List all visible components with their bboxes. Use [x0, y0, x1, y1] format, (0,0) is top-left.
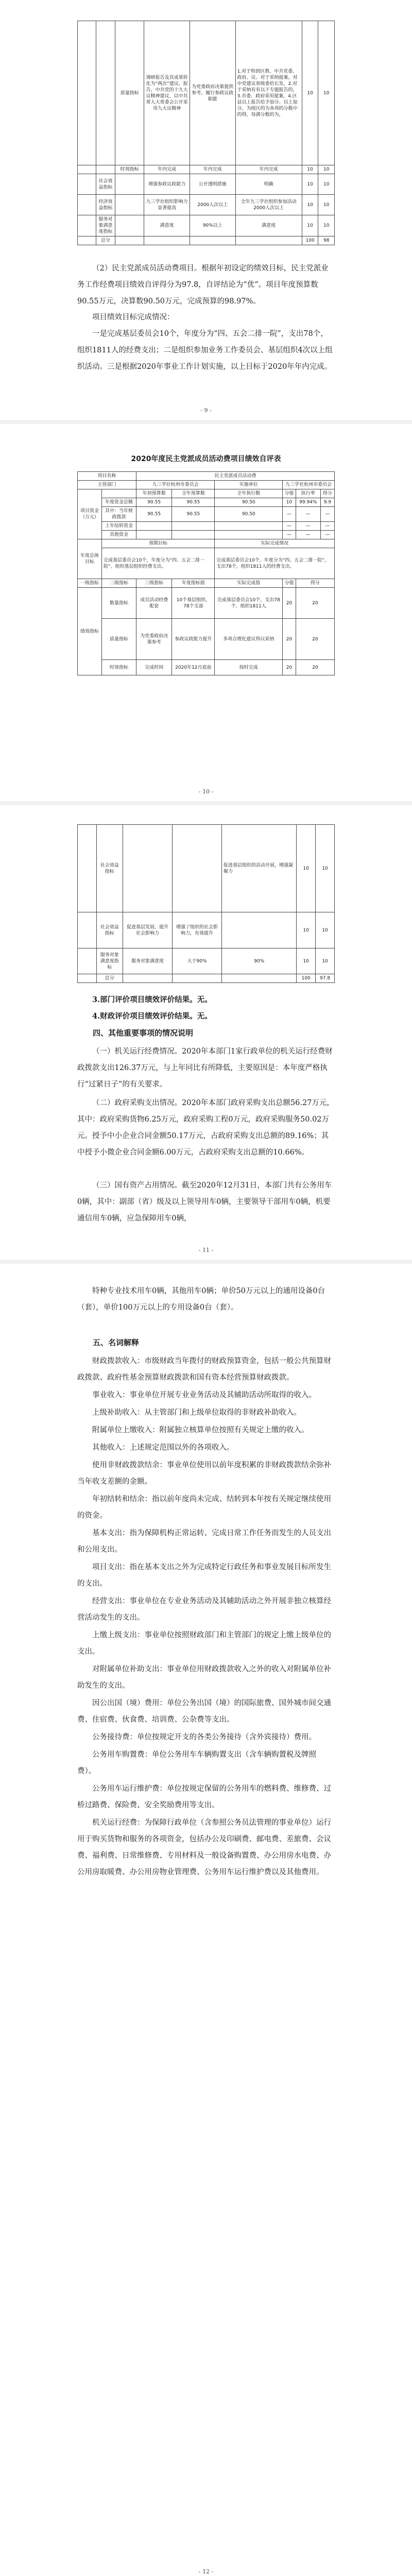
table-cell — [115, 215, 144, 236]
table-cell: 年度总体目标 — [78, 539, 102, 579]
definition-item: 附属单位上缴收入：附属独立核算单位按照有关规定上缴的收入。 — [92, 1426, 309, 1434]
table-cell: 成员活动经费配套 — [136, 588, 172, 619]
table-cell: 2000人次以上 — [190, 195, 235, 215]
definition-item: 上级补助收入：从主管部门和上级单位取得的非财政补助收入。 — [92, 1409, 301, 1417]
table-cell: 其他资金 — [102, 531, 136, 539]
table-cell: 年初预算数 — [136, 489, 172, 498]
table-cell: — — [296, 507, 320, 522]
table-cell: 10 — [316, 948, 335, 974]
table-cell: 10 — [297, 948, 316, 974]
table-row — [78, 21, 335, 165]
table-cell: 实施单位 — [215, 481, 283, 489]
table-cell: 20 — [296, 619, 334, 660]
table-row — [78, 522, 335, 531]
table-cell — [78, 912, 97, 948]
table-cell: 10 — [318, 174, 335, 195]
table-cell: 10 — [302, 215, 318, 236]
table-cell: 预期目标 — [102, 539, 215, 548]
page-number: - 11 - — [198, 1247, 214, 1253]
table-cell: 90.50 — [215, 507, 283, 522]
table-cell: 多项合理化建议得以采纳 — [215, 619, 283, 660]
table-cell: 数量指标 — [102, 588, 136, 619]
paragraph: （三）国有资产占用情况。截至2020年12月31日，本部门共有公务用车0辆，其中：副部（省）级及以上领导用车0辆，主要领导干部用车0辆，机要通信用车0辆，应急保障用车0辆， — [77, 1181, 332, 1223]
table-cell: 10 — [302, 21, 318, 165]
table-cell — [78, 825, 97, 912]
table-cell: 年度指标值 — [172, 579, 215, 588]
table-cell: 完成基层委员会10个，年度分为“四、五会二排一院”，支出78个，组织1811人的经费支出。 — [215, 548, 335, 579]
table-row — [78, 215, 335, 236]
definition-item: 机关运行经费：为保障行政单位（含参照公务员法管理的事业单位）运行用于购买货物和服务的各项资金，包括办公及印刷费、邮电费、差旅费、会议费、福利费、日常维修费、专用材料及一般设备购置费、办公用房水电费、办公用房取暖费、办公用房物业管理费、公务用车运行维护费以及其他费用。 — [77, 1819, 331, 1876]
table-cell: 年度资金总额 — [102, 498, 136, 507]
definition-item: 年初结转和结余：指以前年度尚未完成、结转到本年按有关规定继续使用的资金。 — [77, 1495, 331, 1520]
table-cell: 10 — [318, 165, 335, 174]
table-row — [78, 974, 335, 983]
table-cell — [96, 165, 115, 174]
table-cell: 99.94% — [296, 498, 320, 507]
table-cell: — — [283, 507, 296, 522]
table-cell — [102, 489, 136, 498]
table-row — [78, 548, 335, 579]
table-cell — [78, 974, 97, 983]
table-row — [78, 498, 335, 507]
table-cell: 促进基层发展，提升社会影响力 — [123, 912, 173, 948]
table-cell: 质量指标 — [102, 619, 136, 660]
table-cell: 10 — [302, 174, 318, 195]
table-cell: 社会效益指标 — [96, 174, 115, 195]
table-cell: 20 — [296, 588, 334, 619]
table-cell: 90%以上 — [190, 215, 235, 236]
performance-table-2 — [77, 471, 335, 675]
table-title: 2020年度民主党派成员活动费项目绩效自评表 — [131, 455, 281, 463]
table-cell: 民主党派成员活动费 — [136, 472, 335, 481]
table-cell — [190, 236, 235, 245]
paragraph: 一是完成基层委员会10个，年度分为“四、五会二排一院”，支出78个，组织1811人的经费支出；二是组织参加业务工作委员会、基层组织4次以上组织活动。三是根据2020年事业工作计划实施，以上目标于2020年年内完成。 — [77, 330, 333, 371]
table-cell: — — [283, 522, 296, 531]
table-cell: 总分 — [96, 236, 115, 245]
table-cell: 满意度 — [144, 215, 190, 236]
table-cell: 10 — [318, 215, 335, 236]
table-cell: — — [296, 522, 320, 531]
page-separator — [0, 801, 412, 805]
table-row — [78, 588, 335, 619]
table-cell: — — [320, 507, 334, 522]
table-cell: 10个基层组织，78个支部 — [172, 588, 215, 619]
definition-item: 对附属单位补助支出：事业单位用财政拨款收入之外的收入对附属单位补助发生的支出。 — [77, 1665, 331, 1690]
table-cell: 质量指标 — [115, 21, 144, 165]
table-row — [78, 236, 335, 245]
table-cell — [78, 195, 96, 215]
page-1 — [0, 0, 412, 379]
table-cell — [144, 236, 190, 245]
table-cell — [78, 948, 97, 974]
table-cell: 项目资金（万元） — [78, 489, 102, 539]
table-cell — [222, 912, 297, 948]
paragraph: 4.财政评价项目绩效评价结果。无。 — [92, 1012, 212, 1021]
table-cell: 97.8 — [316, 974, 335, 983]
definition-item: 使用非财政拨款结余：事业单位使用以前年度积累的非财政拨款结余弥补当年收支差额的金额。 — [77, 1461, 331, 1486]
table-cell — [78, 21, 96, 165]
table-cell: 得分 — [320, 489, 334, 498]
paragraph: （一）机关运行经费情况。2020年本部门1家行政单位的机关运行经费财政拨款支出126.37万元，与上年同比有所降低，主要原因是：本年度严格执行“过紧日子”的有关要求。 — [77, 1047, 333, 1089]
definition-item: 其他收入：上述规定范围以外的各项收入。 — [92, 1444, 234, 1452]
table-cell: 1.对于特到区教、中共党委、政府、议、对于采纳提案，对中党建议省级委给长发，2.对于采纳有有以下专题报告的，3.市委、政府采用提案，4.区县以上报告给予加分。以上加分，为统区的为各项的分数中的得，每满分数的为， — [235, 21, 302, 165]
table-row — [78, 165, 335, 174]
paragraph: （2）民主党派成员活动费项目。根据年初设定的绩效目标，民主党派业务工作经费项目绩效自评得分为97.8，自评结论为“优”。项目年度预算数90.55万元，决算数90.50万元，完成预算的98.97%。 — [77, 264, 329, 306]
paragraph: 特种专业技术用车0辆，其他用车0辆；单价50万元以上的通用设备0台（套），单价100万元以上的专用设备0台（套）。 — [77, 1287, 325, 1312]
table-cell — [222, 974, 297, 983]
table-cell: 时效指标 — [115, 165, 144, 174]
table-cell: 九三学社杭州市委员会 — [136, 481, 215, 489]
table-row — [78, 579, 335, 588]
table-cell: 其中：当年财政拨款 — [102, 507, 136, 522]
table-cell: — — [283, 531, 296, 539]
table-cell: 9.9 — [320, 498, 334, 507]
table-cell: 分值 — [283, 579, 296, 588]
table-cell — [78, 165, 96, 174]
table-cell: 10 — [283, 498, 296, 507]
table-cell: 得分 — [296, 579, 334, 588]
table-cell: 经济效益指标 — [96, 195, 115, 215]
table-row — [78, 531, 335, 539]
table-cell: 为党委政府决策参考 — [136, 619, 172, 660]
table-cell: 90% — [222, 948, 297, 974]
table-cell: 10 — [297, 912, 316, 948]
table-row — [78, 619, 335, 660]
paragraph: （二）政府采购支出情况。2020年本部门政府采购支出总额56.27万元，其中：政府采购货物6.25万元，政府采购工程0万元，政府采购服务50.02万元。授予中小企业合同金额50.17万元，占政府采购支出总额的89.16%；其中授予小微企业合同金额6.00万元，占政府采购支出总额的10.66%。 — [77, 1099, 334, 1157]
table-cell: 完成基层委员会10个，支出78个，组织1811人 — [215, 588, 283, 619]
table-cell — [173, 825, 222, 912]
section-heading: 五、名词解释 — [93, 1338, 140, 1347]
table-row — [78, 539, 335, 548]
table-row — [78, 825, 335, 912]
table-cell: 90.55 — [172, 498, 215, 507]
page-number: - 9 - — [200, 407, 212, 414]
definition-item: 经营支出：事业单位在专业业务活动及其辅助活动之外开展非独立核算经营活动发生的支出。 — [77, 1597, 331, 1622]
table-cell: 10 — [302, 165, 318, 174]
table-cell: 90.50 — [215, 498, 283, 507]
table-row — [78, 195, 335, 215]
definition-item: 财政拨款收入：市级财政当年拨付的财政预算资金，包括一般公共预算财政拨款、政府性基金预算财政拨款和国有资本经营预算财政拨款。 — [77, 1357, 331, 1382]
page-number: - 10 - — [198, 788, 214, 795]
table-cell: 上年结转资金 — [102, 522, 136, 531]
paragraph: 3.部门评价项目绩效评价结果。无。 — [92, 995, 212, 1004]
table-cell: 10 — [297, 825, 316, 912]
table-cell: — — [320, 522, 334, 531]
table-cell: 10 — [302, 195, 318, 215]
table-cell: 20 — [283, 588, 296, 619]
table-cell — [78, 174, 96, 195]
table-cell: 大于90% — [173, 948, 222, 974]
page-separator — [0, 420, 412, 424]
table-cell: 分值 — [283, 489, 296, 498]
table-cell — [115, 195, 144, 215]
table-cell: 全年执行数 — [215, 489, 283, 498]
table-cell: 完成基层委员会10个，年度分为“四、五会二排一院”。组织基层组织经费支出。 — [102, 548, 215, 579]
table-cell: 10 — [318, 21, 335, 165]
table-cell: 时效指标 — [102, 660, 136, 675]
table-cell — [173, 974, 222, 983]
performance-table-top — [77, 21, 335, 245]
table-cell: 2020年12月底前 — [172, 660, 215, 675]
table-cell: 10 — [316, 912, 335, 948]
definition-item: 基本支出：指为保障机构正常运转、完成日常工作任务而发生的人员支出和公用支出。 — [77, 1529, 331, 1554]
table-cell: 20 — [296, 660, 334, 675]
table-cell — [96, 21, 115, 165]
table-cell: — — [296, 531, 320, 539]
table-cell: 年内完成 — [144, 165, 190, 174]
definitions-list — [77, 1353, 335, 1882]
table-cell — [136, 531, 172, 539]
performance-table-3 — [77, 824, 335, 983]
table-cell: 10 — [318, 195, 335, 215]
table-cell: 九三学社组织影响力显著提高 — [144, 195, 190, 215]
table-cell: 参政议政能力提升 — [172, 619, 215, 660]
table-row — [78, 489, 335, 498]
definition-item: 事业收入：事业单位开展专业业务活动及其辅助活动所取得的收入。 — [92, 1391, 316, 1399]
table-cell: 全年九三学社组织参加活动2000人次以上 — [235, 195, 302, 215]
table-cell: 明确 — [235, 174, 302, 195]
section-heading: 四、其他重要事项的情况说明 — [93, 1028, 194, 1038]
table-row — [78, 174, 335, 195]
table-cell: 项目名称 — [78, 472, 136, 481]
table-cell: 二级指标 — [102, 579, 136, 588]
definition-item: 项目支出：指在基本支出之外为完成特定行政任务和事业发展目标所发生的支出。 — [77, 1563, 331, 1588]
table-cell: 增强了组织的社会影响力，有效提升 — [173, 912, 222, 948]
table-cell: 执行率 — [296, 489, 320, 498]
table-cell — [123, 974, 173, 983]
table-cell: 绩效指标 — [78, 588, 102, 675]
table-cell: 社会效益指标 — [96, 912, 123, 948]
table-cell: 服务对象满意度指标 — [96, 215, 115, 236]
table-cell: 满意度 — [235, 215, 302, 236]
definition-item: 上缴上级支出：事业单位按照财政部门和主管部门的规定上缴上级单位的支出。 — [77, 1631, 331, 1656]
table-cell: 100 — [302, 236, 318, 245]
table-cell: 20 — [283, 619, 296, 660]
table-cell — [123, 825, 173, 912]
definition-item: 公务用车购置费：单位公务用车车辆购置支出（含车辆购置税及牌照费）。 — [77, 1751, 316, 1775]
table-cell: 调研报告及其成果转化为“两次”建议，报告，中共党的十九大议精神建议，以中共常人大常委会公开采用九大议精神 — [144, 21, 190, 165]
table-cell: 90.55 — [136, 507, 172, 522]
table-cell — [215, 531, 283, 539]
table-cell — [172, 531, 215, 539]
definition-item: 公务接待费：单位按规定开支的各类公务接待（含外宾接待）费用。 — [92, 1733, 316, 1741]
table-row — [78, 912, 335, 948]
table-cell: 总分 — [96, 974, 123, 983]
definition-item: 公务用车运行维护费：单位按规定保留的公务用车的燃料费、维修费、过桥过路费、保险费、安全奖励费用等支出。 — [77, 1785, 331, 1809]
table-cell: 全年预算数 — [172, 489, 215, 498]
table-cell — [235, 236, 302, 245]
table-cell — [78, 215, 96, 236]
table-cell: 完成时间 — [136, 660, 172, 675]
table-cell: 98 — [318, 236, 335, 245]
table-cell: 实际完成情况 — [215, 539, 335, 548]
table-cell: 公开透明措施 — [190, 174, 235, 195]
table-cell — [78, 236, 96, 245]
table-row — [78, 481, 335, 489]
paragraph: 项目绩效目标完成情况： — [92, 313, 175, 321]
table-cell: 90.55 — [172, 507, 215, 522]
definition-item: 因公出国（境）费用：单位公务出国（境）的国际旅费、国外城市间交通费、住宿费、伙食费、培训费、公杂费等支出。 — [77, 1699, 331, 1724]
table-row — [78, 660, 335, 675]
table-cell: 九三学社杭州市委员会 — [283, 481, 335, 489]
table-cell: 100 — [297, 974, 316, 983]
table-row — [78, 472, 335, 481]
table-cell: 10 — [316, 825, 335, 912]
table-cell: — — [320, 531, 334, 539]
table-cell: 三级指标 — [136, 579, 172, 588]
table-row — [78, 507, 335, 522]
table-cell: 社会效益指标 — [96, 825, 123, 912]
table-cell — [115, 174, 144, 195]
table-cell: 增强参政议政能力 — [144, 174, 190, 195]
table-row — [78, 948, 335, 974]
table-cell: 促进基层组织的活动开展，增强凝聚力 — [222, 825, 297, 912]
table-cell: 年内完成 — [190, 165, 235, 174]
table-cell — [215, 522, 283, 531]
page-number: - 12 - — [198, 2568, 214, 2575]
table-cell: 按时完成 — [215, 660, 283, 675]
table-cell — [115, 236, 144, 245]
table-cell: 实际完成值 — [215, 579, 283, 588]
table-cell: 20 — [283, 660, 296, 675]
table-cell: 主管部门 — [78, 481, 136, 489]
table-cell: 服务对象满意度指标 — [96, 948, 123, 974]
table-cell: 为党委政府决策提供参考，履行参政议政职能 — [190, 21, 235, 165]
table-cell: 服务对象满意度 — [123, 948, 173, 974]
table-cell: 90.55 — [136, 498, 172, 507]
page-separator — [0, 1260, 412, 1264]
table-cell — [172, 522, 215, 531]
table-cell: 一级指标 — [78, 579, 102, 588]
table-cell: 年内完成 — [235, 165, 302, 174]
table-cell — [136, 522, 172, 531]
